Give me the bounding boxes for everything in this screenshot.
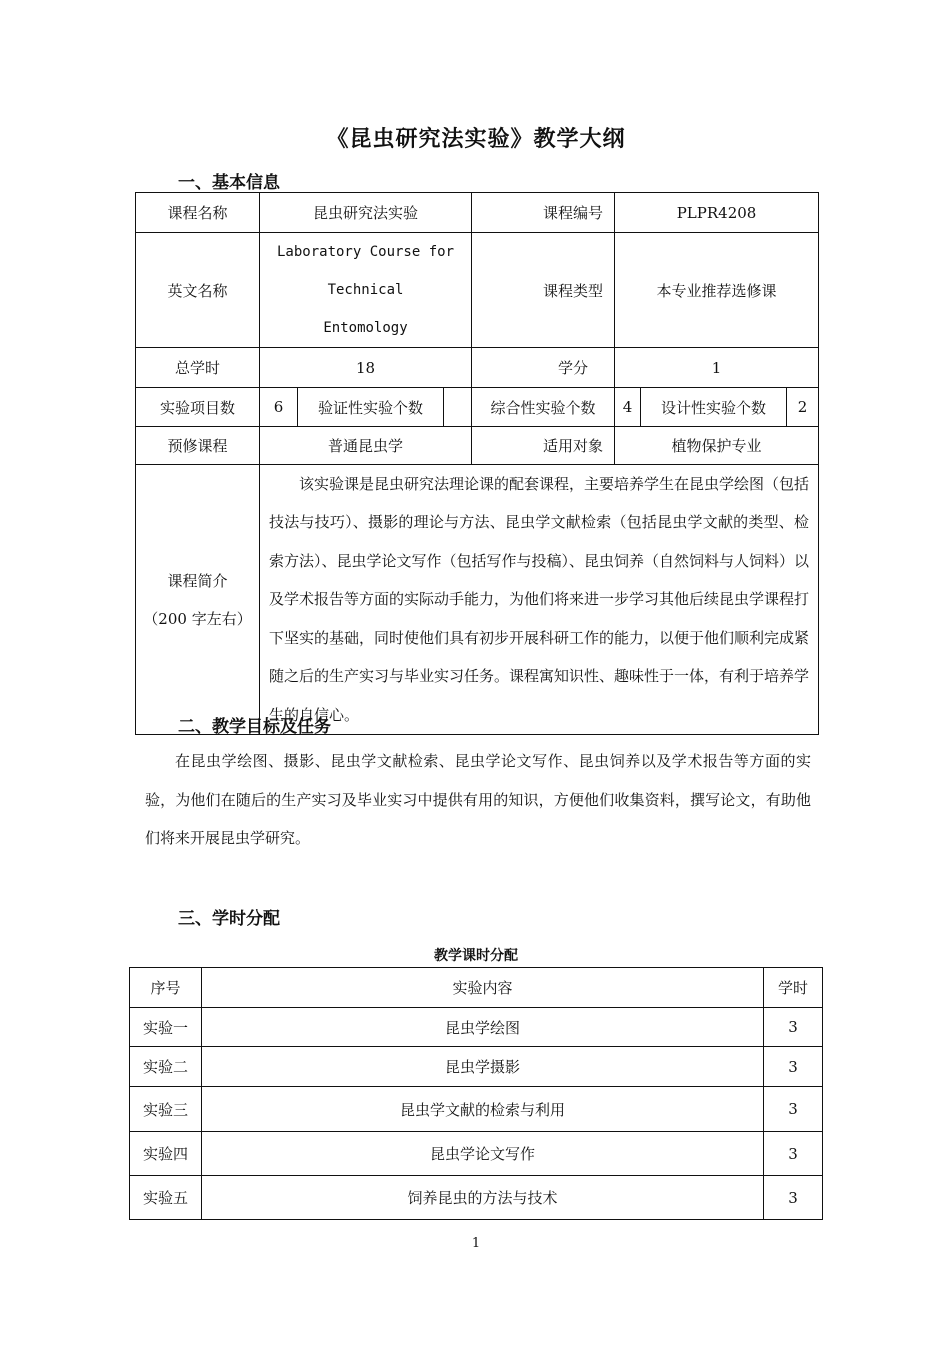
row-content: 昆虫学文献的检索与利用 (202, 1087, 764, 1132)
exp-count-value: 6 (260, 388, 298, 427)
section-heading-hours: 三、学时分配 (178, 909, 280, 929)
goals-paragraph: 在昆虫学绘图、摄影、昆虫学文献检索、昆虫学论文写作、昆虫饲养以及学术报告等方面的实验，为他们在随后的生产实习及毕业实习中提供有用的知识，方便他们收集资料，撰写论文，有助他们将来开展昆虫学研究。 (145, 752, 811, 847)
design-count-label: 设计性实验个数 (641, 388, 787, 427)
design-count-value: 2 (787, 388, 819, 427)
course-code-label (472, 193, 615, 233)
course-type-label-text: 课程类型 (543, 281, 604, 300)
table-row (130, 1047, 823, 1087)
comprehensive-count-value: 4 (615, 388, 641, 427)
prereq-value: 普通昆虫学 (260, 427, 472, 465)
document-title: 《昆虫研究法实验》教学大纲 (326, 127, 626, 152)
row-content: 昆虫学论文写作 (202, 1132, 764, 1176)
course-name-value: 昆虫研究法实验 (260, 193, 472, 233)
credit-value: 1 (615, 348, 819, 388)
row-index: 实验四 (130, 1132, 202, 1176)
english-name-value (260, 233, 472, 348)
row-content: 昆虫学绘图 (202, 1008, 764, 1047)
row-hours: 3 (764, 1008, 823, 1047)
verify-count-value (444, 388, 472, 427)
exp-count-label: 实验项目数 (136, 388, 260, 427)
section-heading-basic-info: 一、基本信息 (178, 173, 280, 193)
table-row (130, 1008, 823, 1047)
audience-label (472, 427, 615, 465)
audience-value: 植物保护专业 (615, 427, 819, 465)
table-row (130, 1176, 823, 1220)
credit-label (472, 348, 615, 388)
table-row (130, 1087, 823, 1132)
section-heading-goals: 二、教学目标及任务 (178, 717, 331, 737)
total-hours-value: 18 (260, 348, 472, 388)
row-content: 饲养昆虫的方法与技术 (202, 1176, 764, 1220)
english-name-label: 英文名称 (136, 233, 260, 348)
row-hours: 3 (764, 1047, 823, 1087)
prereq-label: 预修课程 (136, 427, 260, 465)
intro-label-line2: （200 字左右） (143, 609, 252, 628)
course-code-label-text: 课程编号 (543, 204, 604, 222)
intro-label-line1: 课程简介 (167, 571, 228, 590)
hours-table (129, 967, 823, 1220)
row-index: 实验三 (130, 1087, 202, 1132)
basic-info-table (135, 192, 819, 735)
row-index: 实验一 (130, 1008, 202, 1047)
audience-label-text: 适用对象 (543, 437, 604, 455)
credit-label-text: 学分 (558, 359, 589, 377)
row-hours: 3 (764, 1176, 823, 1220)
table-row (130, 1132, 823, 1176)
row-index: 实验二 (130, 1047, 202, 1087)
total-hours-label: 总学时 (136, 348, 260, 388)
page-number: 1 (471, 1236, 481, 1251)
row-hours: 3 (764, 1132, 823, 1176)
course-name-label: 课程名称 (136, 193, 260, 233)
english-name-line2: Entomology (323, 320, 408, 336)
header-content: 实验内容 (202, 968, 764, 1008)
english-name-line1: Laboratory Course for Technical (277, 244, 455, 298)
row-hours: 3 (764, 1087, 823, 1132)
hours-table-caption: 教学课时分配 (434, 948, 518, 964)
comprehensive-count-label: 综合性实验个数 (472, 388, 615, 427)
course-code-value: PLPR4208 (615, 193, 819, 233)
intro-label (136, 465, 260, 735)
intro-text: 该实验课是昆虫研究法理论课的配套课程，主要培养学生在昆虫学绘图（包括技法与技巧）、摄影的理论与方法、昆虫学文献检索（包括昆虫学文献的类型、检索方法）、昆虫学论文写作（包括写作与投稿）、昆虫饲养（自然饲料与人饲料）以及学术报告等方面的实际动手能力，为他们将来进一步学习其他后续昆虫学课程打下坚实的基础，同时使他们具有初步开展科研工作的能力，以便于他们顺利完成紧随之后的生产实习与毕业实习任务。课程寓知识性、趣味性于一体，有利于培养学生的自信心。 (260, 465, 819, 735)
header-index: 序号 (130, 968, 202, 1008)
course-type-value: 本专业推荐选修课 (615, 233, 819, 348)
row-index: 实验五 (130, 1176, 202, 1220)
hours-table-header-row (130, 968, 823, 1008)
header-hours: 学时 (764, 968, 823, 1008)
row-content: 昆虫学摄影 (202, 1047, 764, 1087)
verify-count-label: 验证性实验个数 (298, 388, 444, 427)
course-type-label (472, 233, 615, 348)
